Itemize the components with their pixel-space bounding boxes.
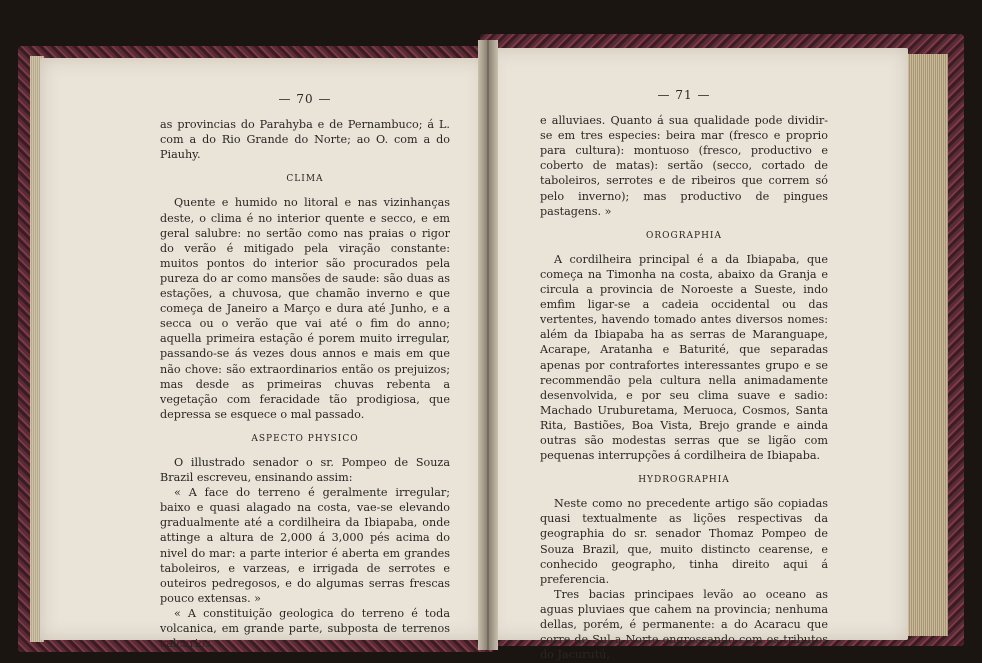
right-intro: e alluviaes. Quanto á sua qualidade pode dividir-se em tres especies: beira mar (fresco e proprio para cultura): montuoso (fresco, productivo e coberto de matas): sertão (secco, cortado de taboleiros, serrotes e de ribeiros que correm só pelo inverno); mas productivo de pingues pastagens. » bbox=[540, 114, 828, 218]
page-number-70: — 70 — bbox=[278, 92, 332, 106]
page-number-71: — 71 — bbox=[657, 88, 711, 102]
hydro-paragraph-1: Neste como no precedente artigo são copiadas quasi textualmente as lições respectivas da geographia do sr. senador Thomaz Pompeo de Souza Brazil, que, muito distincto cearense, e conhecido geographo, tinha direito aqui á preferencia. bbox=[540, 497, 828, 586]
aspecto-paragraph-1: O illustrado senador o sr. Pompeo de Souza Brazil escreveu, ensinando assim: bbox=[160, 455, 450, 485]
heading-aspecto-physico: ASPECTO PHYSICO bbox=[251, 433, 359, 444]
aspecto-paragraph-2: « A face do terreno é geralmente irregular; baixo e quasi alagado na costa, vae-se elevando gradualmente até a cordilheira da Ibiapaba, onde attinge a altura de 2,000 á 3,000 pés acima do nivel do mar: a parte interior é aberta em grandes taboleiros, e varzeas, e irrigada de serrotes e outeiros pedregosos, e do algumas serras frescas pouco extensas. » bbox=[160, 486, 450, 605]
aspecto-paragraph-3: « A constituição geologica do terreno é toda volcanica, em grande parte, subposta de terrenos calcarios, bbox=[160, 606, 450, 651]
clima-paragraph: Quente e humido no litoral e nas vizinhanças deste, o clima é no interior quente e secco, e em geral salubre: no sertão como nas praias o rigor do verão é mitigado pela viração constante: muitos pontos do interior são procurados pela pureza do ar como mansões de saude: são duas as estações, a chuvosa, que chamão inverno e que começa de Janeiro a Março e dura até Junho, e a secca ou o verão que vai até o fim do anno; aquella primeira estação é porem muito irregular, passando-se ás vezes dous annos e mais em que não chove: são extraordinarios então os prejuizos; mas desde as primeiras chuvas rebenta a vegetação com feracidade tão prodigiosa, que depressa se esquece o mal passado. bbox=[160, 196, 450, 421]
heading-clima: CLIMA bbox=[286, 174, 324, 185]
orographia-paragraph: A cordilheira principal é a da Ibiapaba, que começa na Timonha na costa, abaixo da Granja e circula a provincia de Noroeste a Sueste, indo emfim ligar-se a cadeia occidental ou das vertentes, havendo tomado antes diversos nomes: além da Ibiapaba ha as serras de Maranguape, Acarape, Aratanha e Baturité, que separadas apenas por contrafortes interessantes grupo e se recommendão pela cultura nella animadamente desenvolvida, e por seu clima suave e sadio: Machado Uruburetama, Meruoca, Cosmos, Santa Rita, Bastiões, Boa Vista, Brejo grande e ainda outras são modestas serras que se ligão com pequenas interrupções á cordilheira de Ibiapaba. bbox=[540, 252, 828, 463]
heading-orographia: OROGRAPHIA bbox=[646, 230, 722, 241]
left-page bbox=[40, 58, 486, 651]
right-page-text bbox=[540, 88, 828, 662]
page-edges-right bbox=[902, 54, 948, 636]
hydro-paragraph-2: Tres bacias principaes levão ao oceano as aguas pluviaes que cahem na provincia; nenhuma dellas, porém, é permanente: a do Acaracu que corre de Sul a Norte engrossando com os tributos do Jacurutú, bbox=[540, 587, 828, 662]
heading-hydrographia: HYDROGRAPHIA bbox=[638, 475, 730, 486]
left-page-text bbox=[160, 92, 450, 651]
left-intro: as provincias do Parahyba e de Pernambuco; á L. com a do Rio Grande do Norte; ao O. com a do Piauhy. bbox=[160, 118, 450, 162]
book-gutter bbox=[478, 40, 498, 650]
right-page bbox=[488, 48, 908, 662]
